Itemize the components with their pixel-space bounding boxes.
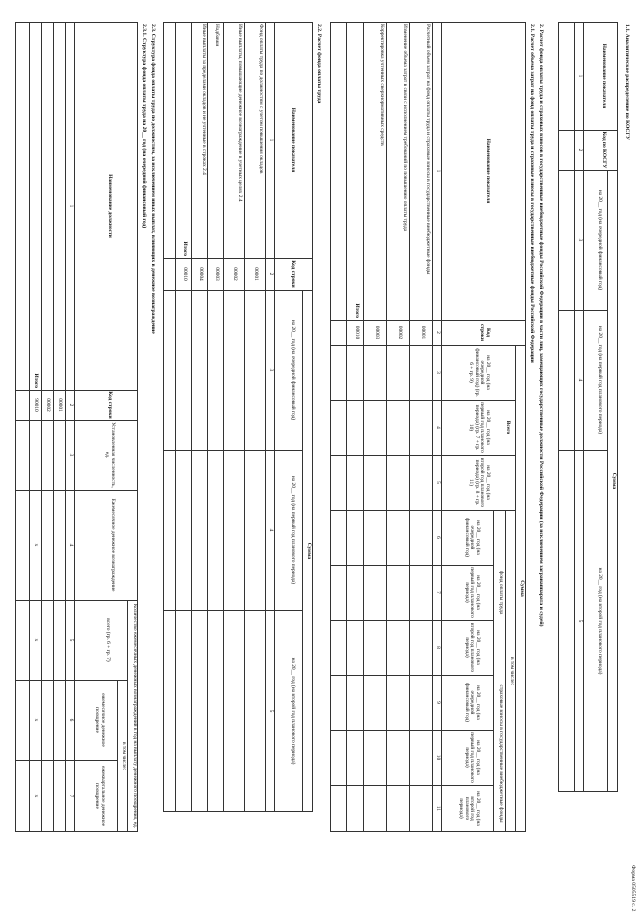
- t22-header-code: Код строки: [290, 260, 296, 288]
- t231-row-code: 00001: [57, 398, 63, 412]
- t22-row-code: 00003: [214, 267, 220, 281]
- t21-header-sum: Сумма: [519, 580, 525, 597]
- t231-header-total: всего (гр. 6 + гр. 7): [105, 618, 111, 662]
- t231-total-label: Итого: [33, 373, 39, 388]
- t21-header-incl: в том числе:: [509, 656, 515, 686]
- t231-col-num: 5: [68, 638, 74, 642]
- t21-col-num: 2: [435, 331, 441, 334]
- section-2-title: 2. Расчет фонда оплаты труда и страховых взносов в государственные внебюджетные фонды Российской Федерации в части лиц, замещающих государственные должности Российской Федерации (за исключением загранаппарата и судей): [538, 24, 544, 627]
- t11-year-1: на 20__ год (на очередной финансовый год): [597, 189, 603, 291]
- t231-header-c7: ежеквартальное денежное поощрение: [94, 765, 106, 827]
- t21-col-num: 7: [435, 591, 441, 594]
- t231-col-num: 6: [68, 718, 74, 722]
- t21-header-name: Наименование показателя: [485, 138, 491, 204]
- t231-header-staff: Установленная численность, ед.: [104, 422, 116, 488]
- t21-col-num: 11: [435, 805, 441, 812]
- t11-col-num: 3: [577, 238, 583, 242]
- t231-col-num: 4: [68, 543, 74, 547]
- t231-x-mark: x: [33, 794, 39, 798]
- t21-row-code: 00001: [420, 325, 426, 340]
- t22-row-name: Фонд оплаты труда по должностям с учетом повышения окладов: [258, 24, 264, 174]
- t22-col-num: 1: [268, 138, 274, 142]
- t21-col-num: 10: [435, 754, 441, 761]
- t21-header-fot: фонд оплаты труда: [498, 570, 504, 615]
- section-2-1-title: 2.1. Расчет объема затрат на фонд оплаты труда и страховые взносы в государственные внебюджетные фонды Российской Федерации: [529, 24, 535, 363]
- t11-col-num: 1: [577, 74, 583, 78]
- section-2-2-title: 2.2. Расчет фонда оплаты труда: [316, 24, 322, 104]
- t21-col-header: на 20__ год (на первый год планового периода): [463, 567, 481, 618]
- t22-col-num: 2: [268, 272, 274, 276]
- t22-year-1: на 20__ год (на очередной финансовый год): [290, 319, 296, 421]
- t22-header-sum: Сумма: [306, 542, 312, 560]
- t231-row-code: 90010: [33, 398, 39, 412]
- t231-x-mark: x: [33, 718, 39, 722]
- t21-row-code: 00003: [374, 325, 380, 340]
- t21-col-header: на 20__ год (на очередной финансовый год): [463, 517, 481, 558]
- t21-col-header: на 20__ год (на очередной финансовый год) (гр. 6 + гр. 9): [467, 348, 491, 397]
- t21-row-name: Корректировка учтенных сверхнормативных средств: [379, 24, 385, 146]
- t231-x-mark: x: [33, 638, 39, 642]
- t21-header-total: Всего: [505, 420, 511, 435]
- t22-header-name: Наименование показателя: [290, 107, 296, 173]
- t231-header-incl: в том числе:: [121, 741, 127, 771]
- t21-col-header: на 20__ год (на второй год планового периода) (гр. 8 + гр. 11): [467, 457, 491, 508]
- t231-col-num: 1: [68, 204, 74, 208]
- t21-col-num: 1: [435, 169, 441, 173]
- t231-header-code: Код строки: [107, 391, 113, 419]
- table-1-1: [558, 22, 618, 792]
- t21-row-name: Расчетный объем затрат на фонд оплаты труда и страховые взносы в государственные внебюджетные фонды: [425, 24, 431, 275]
- t21-col-num: 4: [435, 426, 441, 429]
- t21-col-num: 5: [435, 481, 441, 484]
- t22-col-num: 5: [268, 709, 274, 713]
- t11-year-3: на 20__ год (на второй год планового периода): [597, 567, 603, 675]
- t22-row-name: Иные выплаты за пределами окладов и не учтенные в строках 2.4: [201, 24, 207, 175]
- t231-col-num: 3: [68, 453, 74, 457]
- t11-col-num: 2: [577, 148, 583, 152]
- t22-row-code: 00002: [232, 267, 238, 281]
- t231-header-count: Количество ежемесячных денежных вознаграждений в год на выплату денежного поощрения, ед.: [132, 603, 138, 829]
- t11-col-num: 4: [577, 378, 583, 382]
- t231-col-num: 7: [68, 794, 74, 798]
- t231-header-name: Наименование должности: [107, 174, 113, 238]
- t21-col-header: на 20__ год (на первый год планового периода): [463, 732, 481, 783]
- t22-row-name: Иные выплаты, повышающие денежное вознаграждение в учетных целях 2.4: [237, 24, 243, 202]
- t231-header-pay: Ежемесячное денежное вознаграждение: [110, 498, 116, 592]
- t22-total-label: Итого: [182, 241, 188, 256]
- t22-row-code: 00001: [253, 267, 259, 281]
- t21-total-label: Итого: [354, 303, 360, 318]
- t231-x-mark: x: [33, 543, 39, 547]
- t21-header-ins: страховые взносы в государственные внебюджетные фонды: [498, 684, 504, 823]
- t21-col-header: на 20__ год (на второй год планового периода): [457, 791, 481, 826]
- t11-header-name: Наименование показателя: [601, 43, 607, 109]
- t21-col-num: 6: [435, 536, 441, 539]
- t21-row-code: 00002: [397, 325, 403, 340]
- t21-col-header: на 20__ год (на очередной финансовый год): [463, 682, 481, 723]
- form-number: Форма 0505519 с. 2: [630, 865, 636, 912]
- t11-year-2: на 20__ год (на первый год планового периода): [597, 325, 603, 435]
- t21-col-header: на 20__ год (на второй год планового периода): [463, 622, 481, 673]
- t231-header-c6: ежемесячное денежное поощрение: [94, 693, 106, 747]
- t22-row-name: Надбавки: [214, 24, 220, 47]
- t22-year-2: на 20__ год (на первый год планового периода): [290, 475, 296, 585]
- t21-col-num: 8: [435, 646, 441, 649]
- t231-col-num: 2: [68, 403, 74, 407]
- t231-row-code: 00002: [45, 398, 51, 412]
- t22-col-num: 4: [268, 528, 274, 532]
- t22-row-code: 00010: [182, 267, 188, 281]
- t21-row-code: 00010: [354, 325, 360, 340]
- section-1-1-title: 1.1. Аналитическое распределение по КОСГУ: [624, 24, 630, 141]
- t21-col-num: 9: [435, 701, 441, 704]
- t11-col-num: 5: [577, 619, 583, 623]
- t21-row-name: Изменение объема затрат в связи с исполнением требований по повышению оплаты труда: [402, 24, 408, 232]
- t22-col-num: 3: [268, 368, 274, 372]
- t11-header-kosgu: Код по КОСГУ: [601, 131, 607, 169]
- t21-col-num: 3: [435, 371, 441, 374]
- t21-col-header: на 20__ год (на первый год планового периода) (гр. 7 + гр. 10): [467, 402, 491, 453]
- t11-header-sum: Сумма: [611, 472, 617, 490]
- section-2-3-1-title: 2.3.1. Структура фонда оплаты труда на 20__ год (на очередной финансовый год): [141, 24, 147, 229]
- t21-header-code: Код строки: [479, 323, 491, 341]
- t22-year-3: на 20__ год (на второй год планового периода): [290, 657, 296, 765]
- t22-row-code: 00004: [198, 267, 204, 281]
- section-2-3-title: 2.3. Структура фонда оплаты труда по должностям, за исключением иных выплат, влияющих в денежное вознаграждение: [150, 24, 156, 334]
